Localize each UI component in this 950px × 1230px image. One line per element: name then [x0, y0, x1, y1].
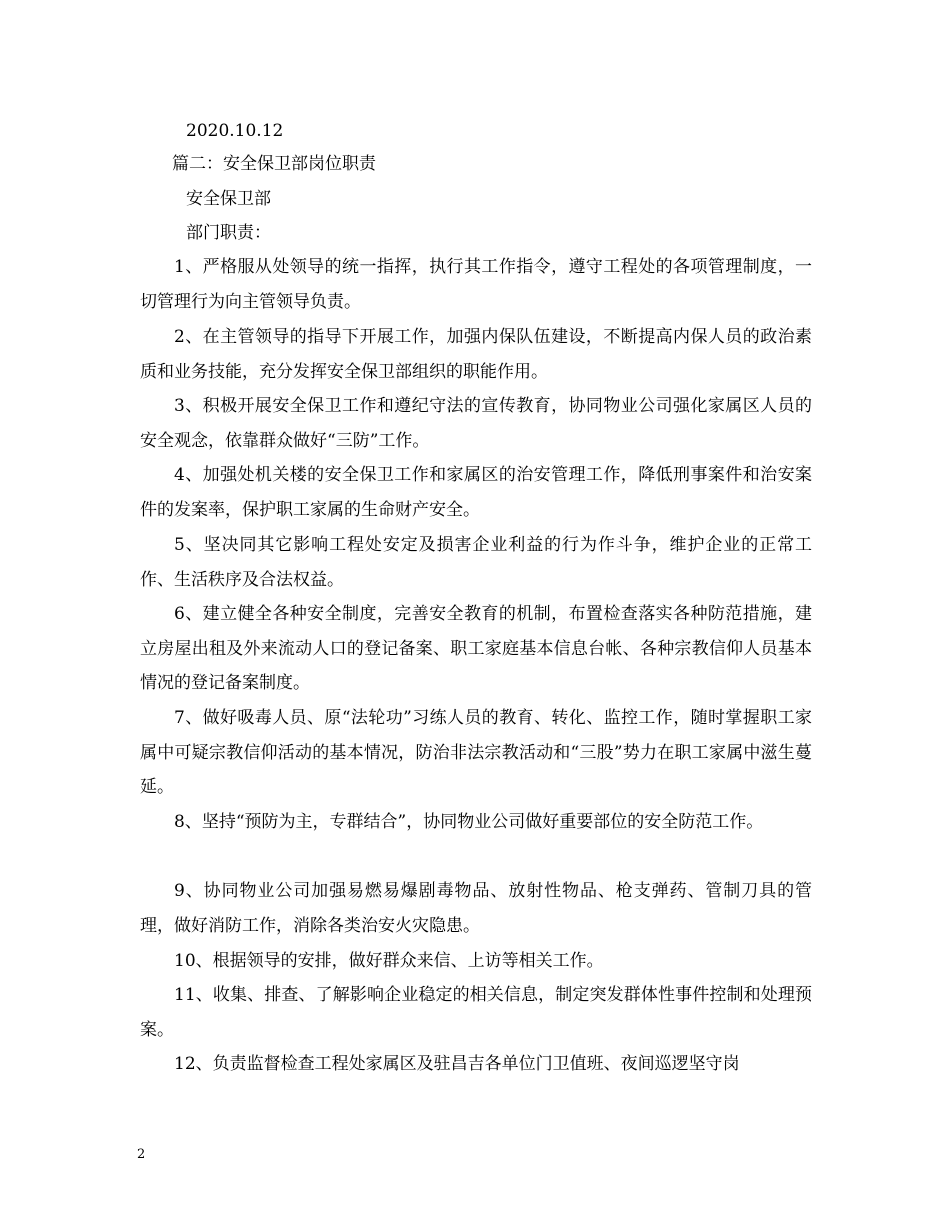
document-date: 2020.10.12: [186, 121, 284, 141]
department-name: 安全保卫部: [186, 189, 271, 209]
duty-paragraph-2: 2、在主管领导的指导下开展工作，加强内保队伍建设，不断提高内保人员的政治素质和业务技能，充分发挥安全保卫部组织的职能作用。: [140, 327, 812, 382]
duty-paragraph-11: 11、收集、排查、了解影响企业稳定的相关信息，制定突发群体性事件控制和处理预案。: [140, 985, 812, 1040]
duty-paragraph-9: 9、协同物业公司加强易燃易爆剧毒物品、放射性物品、枪支弹药、管制刀具的管理，做好消防工作，消除各类治安火灾隐患。: [140, 881, 812, 936]
duty-paragraph-12: 12、负责监督检查工程处家属区及驻昌吉各单位门卫值班、夜间巡逻坚守岗: [174, 1054, 740, 1074]
duty-paragraph-10: 10、根据领导的安排，做好群众来信、上访等相关工作。: [174, 951, 604, 971]
page-number: 2: [137, 1147, 146, 1162]
duties-heading: 部门职责：: [186, 223, 271, 243]
duty-paragraph-1: 1、严格服从处领导的统一指挥，执行其工作指令，遵守工程处的各项管理制度，一切管理行为向主管领导负责。: [140, 257, 812, 312]
duty-paragraph-4: 4、加强处机关楼的安全保卫工作和家属区的治安管理工作，降低刑事案件和治安案件的发案率，保护职工家属的生命财产安全。: [140, 465, 812, 520]
duty-paragraph-3: 3、积极开展安全保卫工作和遵纪守法的宣传教育，协同物业公司强化家属区人员的安全观念，依靠群众做好“三防”工作。: [140, 396, 812, 451]
duty-paragraph-5: 5、坚决同其它影响工程处安定及损害企业利益的行为作斗争，维护企业的正常工作、生活秩序及合法权益。: [140, 535, 812, 590]
section-title: 篇二：安全保卫部岗位职责: [172, 154, 376, 174]
duty-paragraph-8: 8、坚持“预防为主，专群结合”，协同物业公司做好重要部位的安全防范工作。: [174, 812, 764, 832]
duty-paragraph-7: 7、做好吸毒人员、原“法轮功”习练人员的教育、转化、监控工作，随时掌握职工家属中可疑宗教信仰活动的基本情况，防治非法宗教活动和“三股”势力在职工家属中滋生蔓延。: [140, 708, 812, 798]
duty-paragraph-6: 6、建立健全各种安全制度，完善安全教育的机制，布置检查落实各种防范措施，建立房屋出租及外来流动人口的登记备案、职工家庭基本信息台帐、各种宗教信仰人员基本情况的登记备案制度。: [140, 604, 812, 694]
